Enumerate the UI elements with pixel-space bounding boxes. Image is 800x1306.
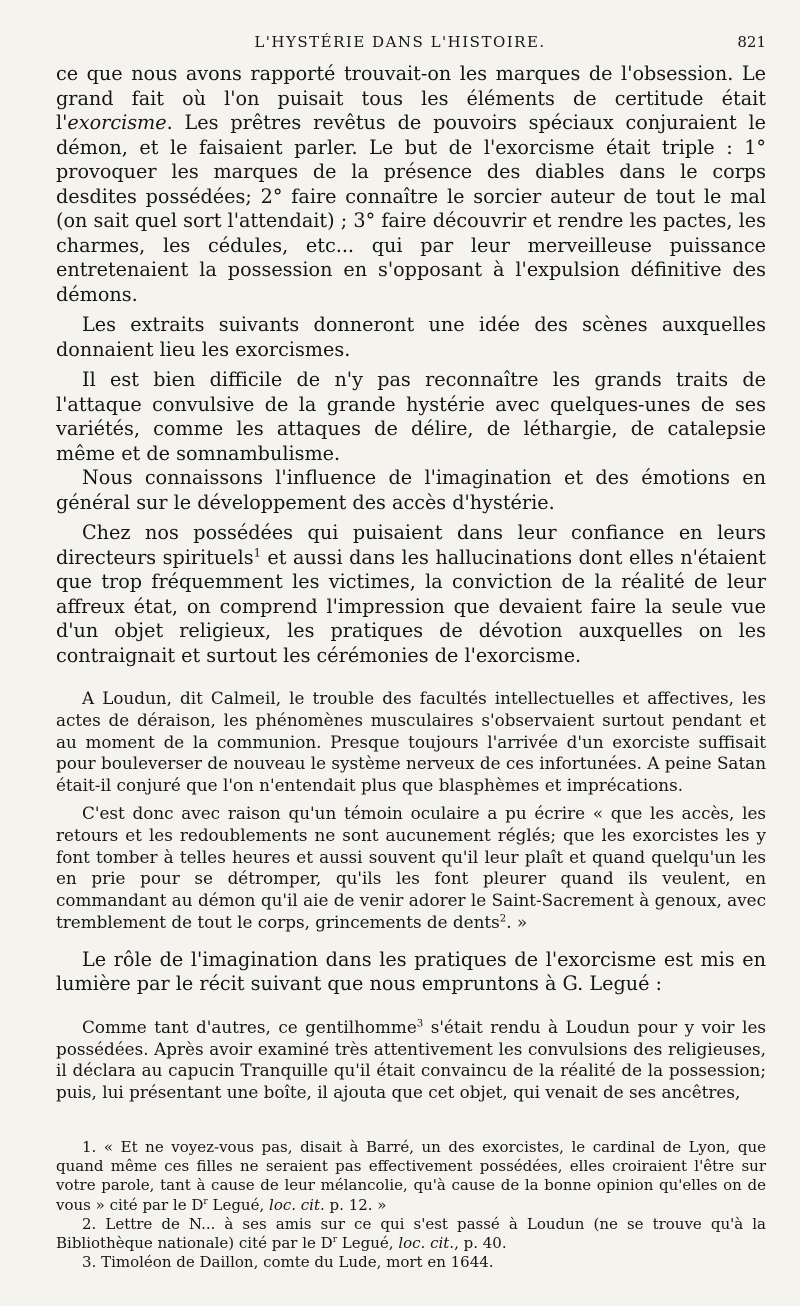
quote-text: . » [506, 911, 528, 932]
quote-text: s'était rendu à Loudun pour y voir les possédées. Après avoir examiné très attentivement les convulsions des religieuses, il déclara au capucin Tranquille qu'il était convaincu de la réalité de la possession; puis, lui présentant une boîte, il ajouta que cet objet, qui venait de ses ancêtres, [56, 1016, 766, 1103]
quote-text: C'est donc avec raison qu'un témoin oculaire a pu écrire « que les accès, les retours et les redoublements ne sont aucunement réglés; que les exorcistes les y font tomber à telles heures et aussi souvent qu'il leur plaît et quand quelqu'un les en prie pour se détromper, qu'ils les font pleurer quand ils veulent, en commandant au démon qu'il aie de venir adorer le Saint-Sacrement à genoux, avec tremblement de tout le corps, grincements de dents [56, 802, 766, 932]
paragraph-imagination-influence: Nous connaissons l'influence de l'imagination et des émotions en général sur le développement des accès d'hystérie. [56, 466, 766, 514]
paragraph-text: ce que nous avons rapporté trouvait-on les marques de l'obsession. Le grand fait où l'on puisait tous les éléments de certitude était l' [56, 62, 766, 134]
page-header [0, 33, 800, 55]
footnote-text: , p. 40. [454, 1234, 507, 1253]
emphasis-loc-cit: loc. cit. [269, 1195, 325, 1214]
paragraph-text: et aussi dans les hallucinations dont elles n'étaient que trop fréquemment les victimes, la conviction de la réalité de leur affreux état, on comprend l'impression que devaient faire la seule vue d'un objet religieux, les pratiques de dévotion auxquelles on les contraignait et surtout les cérémonies de l'exorcisme. [56, 545, 766, 667]
page-body [56, 62, 766, 1104]
paragraph-hysteria-traits: Il est bien difficile de n'y pas reconnaître les grands traits de l'attaque convulsive de la grande hystérie avec quelques-unes de ses variétés, comme les attaques de délire, de léthargie, de catalepsie même et de somnambulisme. [56, 368, 766, 465]
footnote-ref-2: 2 [499, 913, 507, 925]
paragraph-text: . Les prêtres revêtus de pouvoirs spéciaux conjuraient le démon, et le faisaient parler. Le but de l'exorcisme était triple : 1° provoquer les marques de la présence des diables dans le corps desdites possédées; 2° faire connaître le sorcier auteur de tout le mal (on sait quel sort l'attendait) ; 3° faire découvrir et rendre les pactes, les charmes, les cédules, etc... qui par leur merveilleuse puissance entretenaient la possession en s'opposant à l'expulsion définitive des démons. [56, 111, 766, 306]
footnote-text: Legué, [207, 1195, 270, 1214]
paragraph-extracts-intro: Les extraits suivants donneront une idée des scènes auxquelles donnaient lieu les exorcismes. [56, 313, 766, 361]
quote-text: Comme tant d'autres, ce gentilhomme [82, 1016, 417, 1037]
footnotes [56, 1138, 766, 1272]
quote-gentilhomme [56, 1017, 766, 1104]
page-number: 821 [737, 33, 766, 51]
paragraph-legue-intro: Le rôle de l'imagination dans les pratiques de l'exorcisme est mis en lumière par le récit suivant que nous empruntons à G. Legué : [56, 947, 766, 996]
paragraph-text: Chez nos possédées qui puisaient dans leur confiance en leurs directeurs spirituels [56, 521, 766, 569]
footnote-text: 2. Lettre de N... à ses amis sur ce qui s'est passé à Loudun (ne se trouve qu'à la Bibliothèque nationale) cité par le D [56, 1214, 766, 1253]
superscript-r: r [203, 1196, 208, 1207]
footnote-3: 3. Timoléon de Daillon, comte du Lude, mort en 1644. [82, 1253, 494, 1272]
emphasis-loc-cit: loc. cit. [398, 1234, 455, 1253]
emphasis-exorcisme: exorcisme [67, 111, 167, 134]
paragraph-exorcism-purpose [56, 62, 766, 307]
footnote-1 [56, 1138, 766, 1215]
footnote-text: p. 12. » [324, 1195, 387, 1214]
footnote-text: Legué, [337, 1234, 399, 1253]
running-title: L'HYSTÉRIE DANS L'HISTOIRE. [254, 33, 546, 51]
footnote-ref-3: 3 [416, 1018, 424, 1030]
quote-calmeil: A Loudun, dit Calmeil, le trouble des facultés intellectuelles et affectives, les actes de déraison, les phénomènes musculaires s'observaient surtout pendant et au moment de la communion. Presque toujours l'arrivée d'un exorciste suffisait pour bouleverser de nouveau le système nerveux de ces infortunées. A peine Satan était-il conjuré que l'on n'entendait plus que blasphèmes et imprécations. [56, 688, 766, 796]
superscript-r: r [332, 1235, 338, 1246]
footnote-ref-1: 1 [253, 545, 261, 560]
quote-eyewitness [56, 803, 766, 934]
paragraph-possessed-conviction [56, 521, 766, 668]
footnote-2 [56, 1215, 766, 1253]
footnote-text: 1. « Et ne voyez-vous pas, disait à Barré, un des exorcistes, le cardinal de Lyon, que quand même ces filles ne seraient pas effectivement possédées, elles croiraient l'être sur votre parole, tant à cause de leur mélancolie, qu'à cause de la bonne opinion qu'elles on de vous » cité par le D [56, 1138, 766, 1214]
